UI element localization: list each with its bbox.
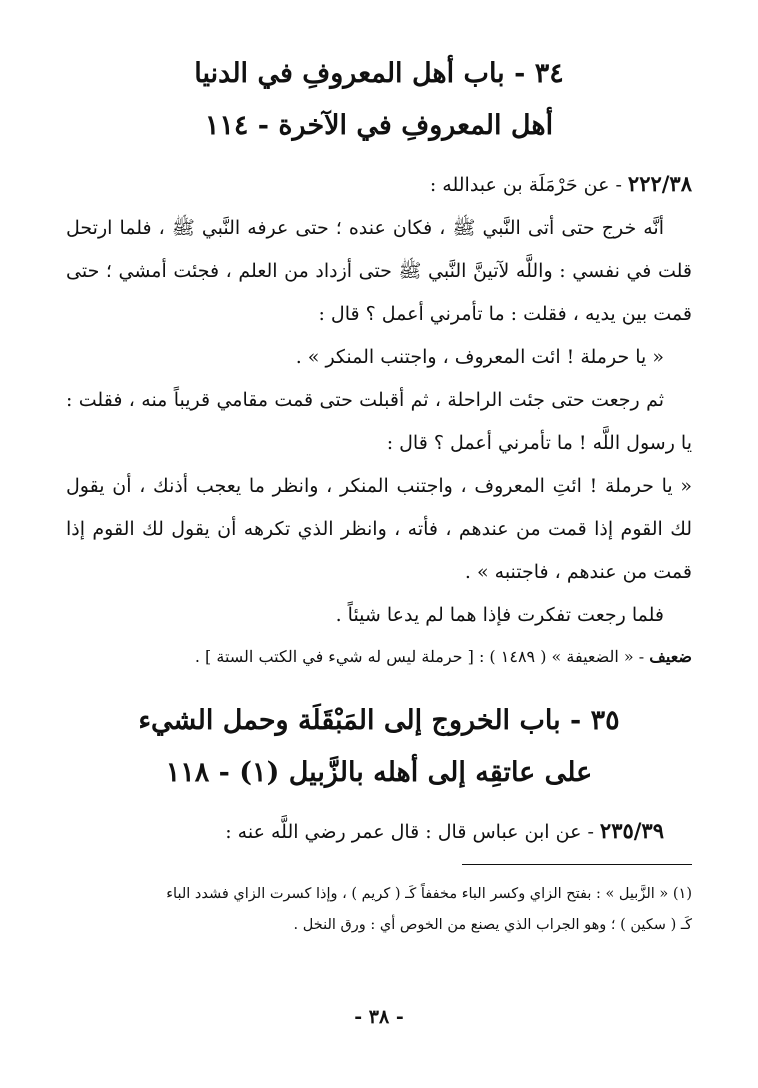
footnote-divider — [462, 864, 692, 865]
footnotes — [66, 879, 692, 941]
grade-reference: - « الضعيفة » ( ١٤٨٩ ) : [ حرملة ليس له شيء في الكتب الستة ] . — [194, 647, 650, 666]
hadith-narrator: - عن ابن عباس قال : قال عمر رضي اللَّه عنه : — [225, 821, 600, 843]
hadith-38-text-1: أنَّه خرج حتى أتى النَّبي ﷺ ، فكان عنده ؛ حتى عرفه النَّبي ﷺ ، فلما ارتحل قلت في نفسي : واللَّه لآتينَّ النَّبي ﷺ حتى أزداد من العلم ، فجئت أمشي ؛ حتى قمت بين يديه ، فقلت : ما تأمرني أعمل ؟ قال : — [66, 217, 692, 325]
chapter-34-title: ٣٤ - باب أهل المعروفِ في الدنيا — [194, 58, 564, 89]
hadith-38-text-3: فلما رجعت تفكرت فإذا هما لم يدعا شيئاً . — [335, 604, 664, 626]
footnote-1-line-2: كَـ ( سكين ) ؛ وهو الجراب الذي يصنع من الخوص أي : ورق النخل . — [293, 917, 692, 933]
hadith-number: ٢٣٥/٣٩ — [599, 818, 664, 843]
hadith-38-grading — [66, 637, 692, 677]
chapter-35-title: ٣٥ - باب الخروج إلى المَبْقَلَة وحمل الشيء — [138, 705, 620, 736]
hadith-number: ٢٢٢/٣٨ — [627, 171, 692, 196]
grade-label: ضعيف — [649, 647, 692, 666]
chapter-34-subtitle: أهل المعروفِ في الآخرة - ١١٤ — [204, 110, 554, 141]
hadith-38-quote-1: « يا حرملة ! ائت المعروف ، واجتنب المنكر » . — [295, 346, 664, 368]
hadith-38-quote-2: « يا حرملة ! ائتِ المعروف ، واجتنب المنكر ، وانظر ما يعجب أذنك ، أن يقول لك القوم إذا قمت من عندهم ، فأته ، وانظر الذي تكرهه أن يقول لك القوم إذا قمت من عندهم ، فاجتنبه » . — [66, 475, 692, 583]
chapter-35-subtitle: على عاتقِه إلى أهله بالزَّبيل (١) - ١١٨ — [165, 757, 593, 788]
footnote-1-line-1: (١) « الزَّبيل » : بفتح الزاي وكسر الباء مخففاً كَـ ( كريم ) ، وإذا كسرت الزاي فشدد الباء — [166, 886, 692, 902]
book-page — [66, 48, 692, 941]
hadith-narrator: - عن حَرْمَلَة بن عبدالله : — [429, 174, 628, 196]
hadith-38-text-2: ثم رجعت حتى جئت الراحلة ، ثم أقبلت حتى قمت مقامي قريباً منه ، فقلت : يا رسول اللَّه ! ما تأمرني أعمل ؟ قال : — [66, 389, 692, 454]
page-number: - ٣٨ - — [354, 1006, 404, 1028]
chapter-35 — [66, 695, 692, 854]
hadith-38-intro — [66, 162, 692, 207]
hadith-39-intro — [66, 809, 692, 854]
